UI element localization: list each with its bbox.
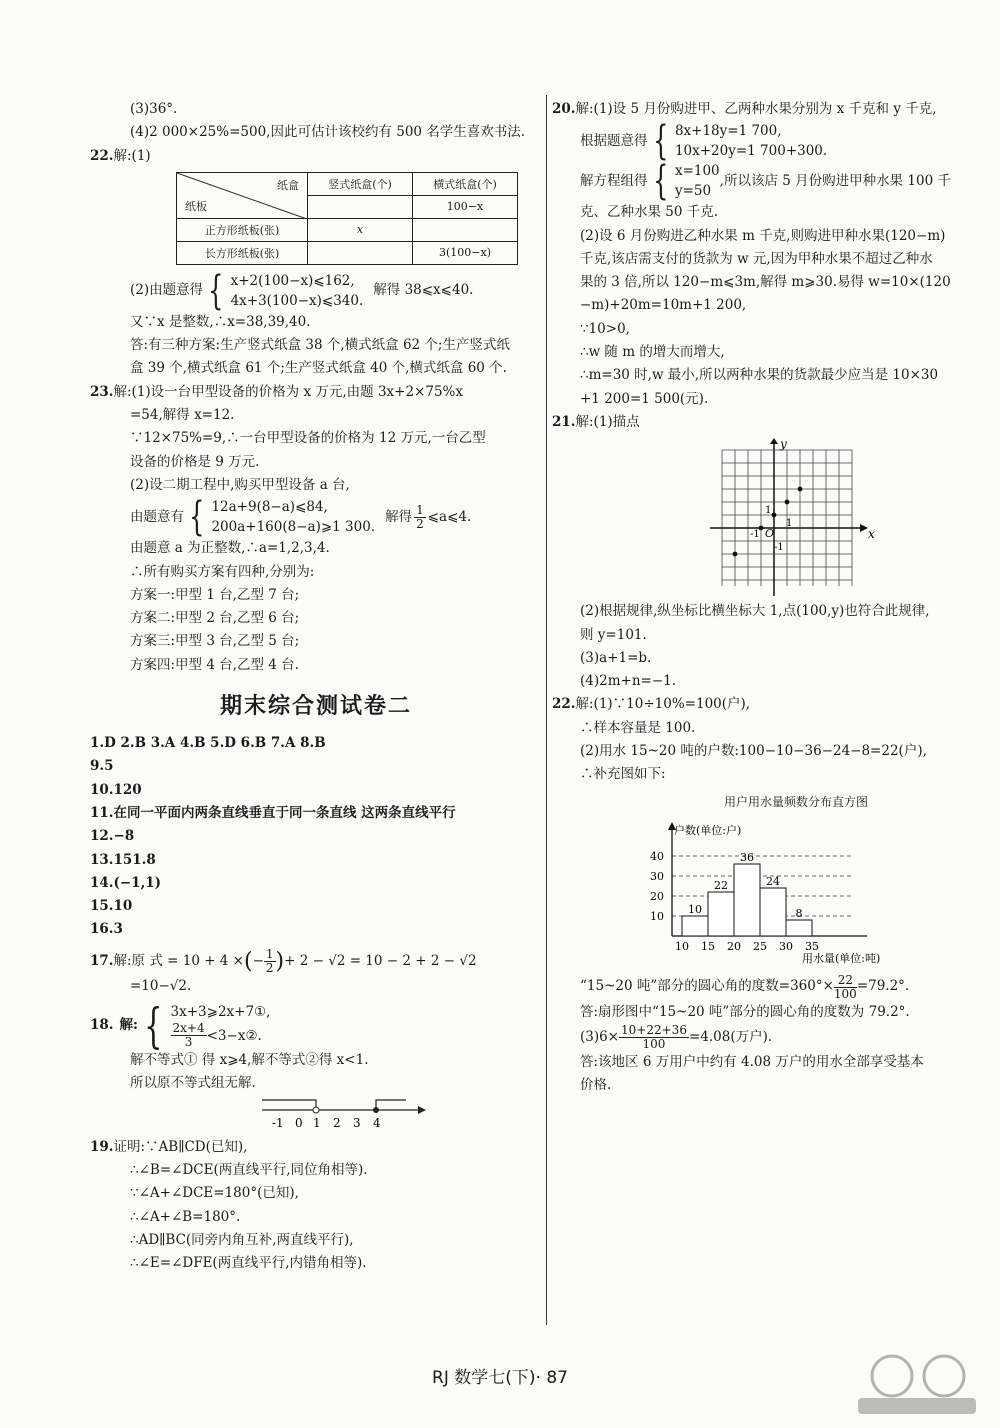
inequality: x+2(100−x)⩽162,	[230, 272, 355, 289]
table-cell: x	[308, 218, 413, 241]
answer-line: ∴AD∥BC(同旁内角互补,两直线平行),	[130, 1231, 354, 1248]
histogram-chart	[647, 814, 947, 964]
tick-label: 4	[373, 1115, 381, 1130]
row-label: 正方形纸板(张)	[177, 218, 308, 241]
diag-top-label: 纸盒	[277, 178, 299, 192]
answer-line: 所以原不等式组无解.	[130, 1075, 256, 1092]
paren-icon: )	[275, 948, 285, 974]
answer-line: 盒 39 个,横式纸盒 61 个;生产竖式纸盒 40 个,横式纸盒 60 个.	[130, 360, 507, 377]
question-number: 22.	[90, 147, 114, 164]
x-tick-label: 25	[753, 939, 767, 953]
x-tick-label: 30	[779, 939, 793, 953]
answer-text: 证明:∵AB∥CD(已知),	[113, 1138, 248, 1155]
answer-text: (2)由题意得	[130, 282, 204, 299]
histogram-figure	[552, 793, 1000, 968]
answer-line: 方案一:甲型 1 台,乙型 7 台;	[130, 586, 300, 603]
bar-value-label: 36	[740, 850, 754, 864]
answer-line: 设备的价格是 9 万元.	[130, 453, 260, 470]
table-cell: 100−x	[413, 195, 518, 218]
inequality: 3x+3⩾2x+7①,	[170, 1004, 271, 1021]
answer-text: 解得 38⩽x⩽40.	[373, 282, 474, 299]
number-line	[258, 1096, 428, 1132]
closed-point	[373, 1107, 379, 1113]
tick-label: 1	[786, 518, 793, 530]
answer-line: 又∵x 是整数,∴x=38,39,40.	[130, 313, 311, 330]
table-cell	[308, 195, 413, 218]
x-axis-label: 用水量(单位:吨)	[802, 951, 881, 964]
brace-icon: {	[189, 494, 205, 541]
fraction-denominator: 100	[642, 1036, 666, 1051]
question-number: 19.	[90, 1138, 114, 1155]
answer-text: “15~20 吨”部分的圆心角的度数=360°×	[580, 978, 834, 995]
equation: 8x+18y=1 700,	[674, 123, 782, 140]
answer-line: (4)2m+n=−1.	[580, 673, 677, 690]
answer-line: 方案二:甲型 2 台,乙型 6 台;	[130, 610, 300, 627]
answer-line: 16.3	[90, 921, 123, 938]
brace-icon: {	[652, 158, 668, 205]
fraction-numerator: 1	[416, 502, 424, 517]
bar-value-label: 8	[795, 906, 803, 920]
tick-label: -1	[750, 529, 760, 541]
inequality: <3−x②.	[206, 1027, 262, 1044]
answer-line: 12.−8	[90, 828, 135, 845]
equation: 10x+20y=1 700+300.	[674, 143, 828, 160]
answer-line: 14.(−1,1)	[90, 874, 162, 891]
equation: x=100	[674, 163, 720, 180]
open-point	[313, 1107, 319, 1113]
answer-line: 千克,该店需支付的货款为 w 元,因为甲种水果不超过乙种水	[580, 250, 933, 267]
answer-text: (3)6×	[580, 1028, 620, 1045]
equation: y=50	[674, 183, 712, 200]
tick-label: 0	[295, 1115, 303, 1130]
y-tick-label: 30	[650, 869, 664, 883]
plotted-point	[759, 526, 764, 531]
answer-text: ,所以该店 5 月份购进甲种水果 100 千	[719, 172, 951, 189]
answer-line: 果的 3 倍,所以 120−m⩽3m,解得 m⩾30.易得 w=10×(120	[580, 274, 951, 291]
fraction-denominator: 2	[416, 516, 424, 531]
answer-text: + 2 − √2 = 10 − 2 + 2 − √2	[284, 952, 477, 969]
answer-text: ⩽a⩽4.	[427, 508, 472, 525]
column-divider	[546, 95, 547, 1325]
tick-label: 1	[765, 505, 772, 517]
question-number: 23.	[90, 383, 114, 400]
table-header: 横式纸盒(个)	[413, 172, 518, 195]
y-axis-label: 户数(单位:户)	[674, 823, 742, 837]
chart-title: 用户用水量频数分布直方图	[723, 794, 868, 809]
table-cell	[308, 241, 413, 264]
bar-value-label: 24	[766, 874, 780, 888]
question-number: 21.	[552, 413, 576, 430]
fraction-denominator: 2	[265, 960, 274, 975]
q17-line: 17. 解:原 式 = 10 + 4 × ( − $\frac{1}{2}$ ) + 2 − √2 = 10 − 2 + 2 − √2	[90, 946, 477, 975]
tick-label: -1	[774, 542, 784, 554]
coordinate-grid	[710, 438, 890, 596]
question-number: 22.	[552, 696, 576, 713]
left-column	[90, 98, 542, 1275]
answer-line: =54,解得 x=12.	[130, 407, 235, 424]
box-table	[176, 172, 518, 265]
fraction-denominator: 3	[184, 1035, 193, 1050]
answer-line: 10.120	[90, 781, 142, 798]
histogram-bar	[682, 916, 708, 936]
answer-line: 由题意 a 为正整数,∴a=1,2,3,4.	[130, 540, 330, 557]
answer-text: 根据题意得	[580, 132, 648, 149]
plotted-point	[785, 500, 790, 505]
y-axis-label: y	[780, 438, 787, 452]
diag-bottom-label: 纸板	[185, 199, 207, 213]
row-label: 长方形纸板(张)	[177, 241, 308, 264]
x-tick-label: 35	[805, 939, 819, 953]
answer-line: 答:有三种方案:生产竖式纸盒 38 个,横式纸盒 62 个;生产竖式纸	[130, 337, 510, 354]
answer-line: 15.10	[90, 898, 133, 915]
inequality: 12a+9(8−a)⩽84,	[211, 499, 328, 516]
brace-icon: {	[208, 267, 224, 314]
table-cell: 3(100−x)	[413, 241, 518, 264]
fraction-numerator: 22	[834, 974, 857, 988]
fraction-numerator: 2x+4	[172, 1021, 205, 1036]
equation-system	[552, 118, 1000, 165]
answer-text: 解方程组得	[580, 172, 648, 189]
answer-text: 解得	[385, 508, 413, 525]
x-tick-label: 15	[701, 939, 715, 953]
answer-text: =79.2°.	[856, 978, 910, 995]
inequality: 4x+3(100−x)⩽340.	[230, 292, 364, 309]
question-number: 17.	[90, 952, 114, 969]
answer-line: ∴样本容量是 100.	[580, 719, 696, 736]
y-tick-label: 20	[650, 889, 664, 903]
plotted-point	[772, 513, 777, 518]
histogram-bar	[786, 920, 812, 936]
question-number: 20.	[552, 101, 576, 117]
bar-value-label: 10	[688, 902, 702, 916]
fraction-numerator: 10+22+36	[621, 1022, 687, 1037]
answer-text: 解:(1)	[113, 147, 151, 164]
answer-line: +1 200=1 500(元).	[580, 390, 709, 407]
brace-icon: {	[144, 997, 163, 1054]
diagonal-header-cell	[177, 172, 308, 218]
arrow-icon	[860, 524, 868, 532]
arrow-icon	[770, 438, 778, 444]
answer-line: 9.5	[90, 758, 114, 775]
answer-line: ∴∠A+∠B=180°.	[130, 1208, 241, 1225]
bar-value-label: 22	[714, 878, 728, 892]
solution-system	[552, 158, 1000, 205]
answer-line: 则 y=101.	[580, 626, 647, 643]
answer-line: 11.在同一平面内两条直线垂直于同一条直线 这两条直线平行	[90, 804, 456, 821]
brace-icon: {	[652, 118, 668, 165]
histogram-bar	[708, 892, 734, 936]
answer-line: ∴∠B=∠DCE(两直线平行,同位角相等).	[130, 1161, 368, 1178]
answer-line: (2)根据规律,纵坐标比横坐标大 1,点(100,y)也符合此规律,	[580, 603, 930, 620]
answer-line: ∴w 随 m 的增大而增大,	[580, 344, 725, 361]
origin-label: O	[765, 527, 775, 541]
arrow-icon	[418, 1106, 426, 1114]
paren-icon: (	[244, 948, 253, 974]
inequality-system	[90, 267, 542, 314]
answer-line	[552, 1024, 1000, 1051]
answer-line: 13.151.8	[90, 851, 156, 868]
inequality-system	[90, 494, 542, 541]
answer-line: 价格.	[580, 1077, 612, 1094]
answer-line: −m)+20m=10m+1 200,	[580, 297, 747, 314]
answer-text: 由题意有	[130, 508, 184, 525]
histogram-bar	[760, 888, 786, 936]
y-tick-label: 10	[650, 909, 664, 923]
answer-line: (2)设二期工程中,购买甲型设备 a 台,	[130, 476, 350, 493]
answer-line: 答:扇形图中“15~20 吨”部分的圆心角的度数为 79.2°.	[580, 1003, 910, 1020]
answer-line: ∵12×75%=9,∴一台甲型设备的价格为 12 万元,一台乙型	[130, 430, 486, 447]
answer-line: (3)36°.	[130, 101, 178, 117]
answer-line: ∴m=30 时,w 最小,所以两种水果的货款最少应当是 10×30	[580, 367, 939, 384]
answer-text: 解:(1)设一台甲型设备的价格为 x 万元,由题 3x+2×75%x	[113, 383, 463, 400]
answer-line: ∵10>0,	[580, 320, 630, 337]
answer-line: ∴补充图如下:	[580, 766, 666, 783]
tick-label: 3	[353, 1115, 361, 1130]
x-axis-label: x	[868, 527, 875, 542]
fraction-numerator: 1	[265, 946, 274, 961]
answer-text: 解:(1)设 5 月份购进甲、乙两种水果分别为 x 千克和 y 千克,	[575, 101, 937, 117]
plotted-point	[733, 552, 738, 557]
tick-label: 2	[333, 1115, 341, 1130]
answer-line: ∴所有购买方案有四种,分别为:	[130, 563, 315, 580]
answer-line: 1.D 2.B 3.A 4.B 5.D 6.B 7.A 8.B	[90, 735, 326, 752]
section-title: 期末综合测试卷二	[219, 694, 412, 720]
answer-line: ∵∠A+∠DCE=180°(已知),	[130, 1185, 299, 1202]
table-cell	[413, 218, 518, 241]
tick-label: -1	[272, 1115, 284, 1130]
answer-line	[552, 974, 1000, 1001]
answer-line: (2)设 6 月份购进乙种水果 m 千克,则购进甲种水果(120−m)	[580, 227, 946, 244]
inequality-system	[90, 997, 542, 1054]
inequality: 200a+160(8−a)⩾1 300.	[211, 519, 376, 536]
answer-text: =4.08(万户).	[688, 1028, 773, 1045]
fraction-denominator: 100	[833, 986, 857, 1001]
watermark-logo	[852, 1354, 982, 1416]
answer-line: 方案三:甲型 3 台,乙型 5 台;	[130, 633, 300, 650]
answer-line: 方案四:甲型 4 台,乙型 4 台.	[130, 656, 299, 673]
answer-line: 答:该地区 6 万用户中约有 4.08 万户的用水全部享受基本	[580, 1053, 924, 1070]
answer-text: 解:原 式 = 10 + 4 ×	[113, 952, 244, 969]
right-column	[552, 98, 1000, 1098]
answer-line: 克、乙种水果 50 千克.	[580, 204, 719, 221]
answer-line: 解不等式① 得 x⩾4,解不等式②得 x<1.	[130, 1052, 369, 1069]
answer-line: (4)2 000×25%=500,因此可估计该校约有 500 名学生喜欢书法.	[130, 124, 526, 141]
x-tick-label: 10	[675, 939, 689, 953]
answer-text: 解:(1)描点	[575, 413, 640, 430]
histogram-bar	[734, 864, 760, 936]
answer-line: (3)a+1=b.	[580, 649, 652, 666]
page-footer: RJ 数学七(下)· 87	[432, 1368, 568, 1388]
table-header: 竖式纸盒(个)	[308, 172, 413, 195]
answer-line: =10−√2.	[130, 977, 192, 994]
answer-line: (2)用水 15~20 吨的户数:100−10−36−24−8=22(户),	[580, 743, 927, 760]
plotted-point	[798, 487, 803, 492]
question-number: 18.	[90, 1016, 114, 1033]
x-tick-label: 20	[727, 939, 741, 953]
answer-line: ∴∠E=∠DFE(两直线平行,内错角相等).	[130, 1255, 367, 1272]
y-tick-label: 40	[650, 849, 664, 863]
answer-text: 解:	[119, 1016, 138, 1033]
tick-label: 1	[313, 1115, 321, 1130]
answer-text: 解:(1)∵10÷10%=100(户),	[575, 696, 751, 713]
